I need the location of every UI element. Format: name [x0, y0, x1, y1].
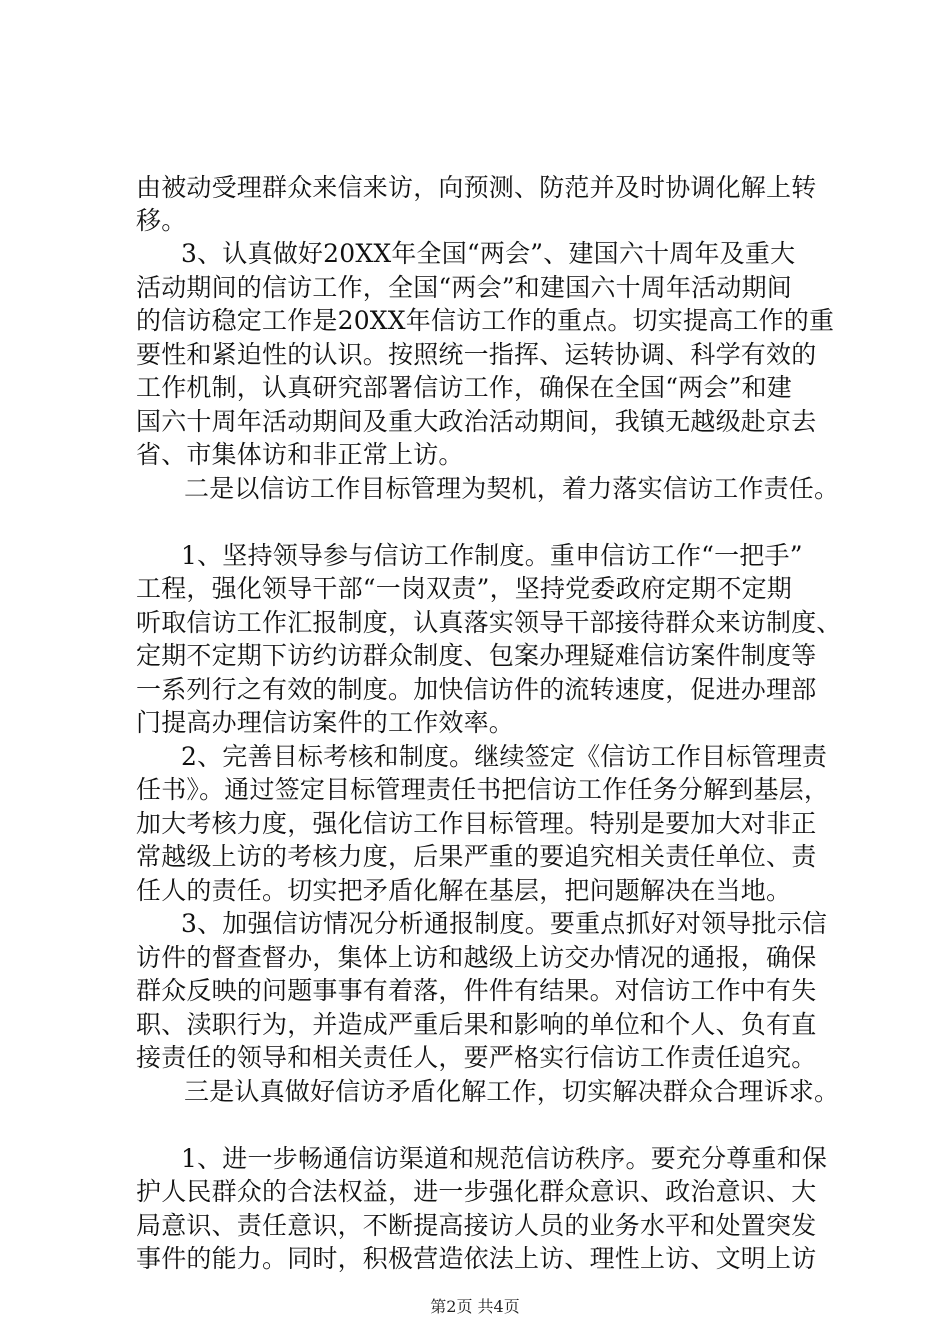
- text-line: 工作机制，认真研究部署信访工作，确保在全国“两会”和建: [136, 373, 792, 402]
- text-line: 群众反映的问题事事有着落，件件有结果。对信访工作中有失: [136, 976, 817, 1005]
- text-line: 由被动受理群众来信来访，向预测、防范并及时协调化解上转: [136, 173, 817, 202]
- text-line: 的信访稳定工作是20XX年信访工作的重点。切实提高工作的重: [136, 306, 835, 335]
- text-line: 常越级上访的考核力度，后果严重的要追究相关责任单位、责: [136, 842, 817, 871]
- text-line: 定期不定期下访约访群众制度、包案办理疑难信访案件制度等: [136, 641, 817, 670]
- section-heading: 三是认真做好信访矛盾化解工作，切实解决群众合理诉求。: [184, 1077, 840, 1106]
- text-line: 一系列行之有效的制度。加快信访件的流转速度，促进办理部: [136, 675, 817, 704]
- text-line: 省、市集体访和非正常上访。: [136, 440, 464, 469]
- text-line: 局意识、责任意识，不断提高接访人员的业务水平和处置突发: [136, 1211, 817, 1240]
- text-line: 要性和紧迫性的认识。按照统一指挥、运转协调、科学有效的: [136, 340, 817, 369]
- text-line: 3、加强信访情况分析通报制度。要重点抓好对领导批示信: [181, 909, 828, 938]
- text-line: 工程，强化领导干部“一岗双责”，坚持党委政府定期不定期: [136, 574, 792, 603]
- text-line: 移。: [136, 206, 187, 235]
- text-line: 3、认真做好20XX年全国“两会”、建国六十周年及重大: [181, 239, 796, 268]
- text-line: 任书》。通过签定目标管理责任书把信访工作任务分解到基层，: [136, 775, 830, 804]
- text-line: 门提高办理信访案件的工作效率。: [136, 708, 515, 737]
- page-number: 第2页 共4页: [430, 1297, 520, 1316]
- text-line: 听取信访工作汇报制度，认真落实领导干部接待群众来访制度、: [136, 608, 842, 637]
- text-line: 1、坚持领导参与信访工作制度。重申信访工作“一把手”: [181, 541, 803, 570]
- section-heading: 二是以信访工作目标管理为契机，着力落实信访工作责任。: [184, 474, 840, 503]
- text-line: 任人的责任。切实把矛盾化解在基层，把问题解决在当地。: [136, 876, 792, 905]
- text-line: 加大考核力度，强化信访工作目标管理。特别是要加大对非正: [136, 809, 817, 838]
- text-line: 护人民群众的合法权益，进一步强化群众意识、政治意识、大: [136, 1177, 817, 1206]
- text-line: 1、进一步畅通信访渠道和规范信访秩序。要充分尊重和保: [181, 1144, 828, 1173]
- text-line: 活动期间的信访工作，全国“两会”和建国六十周年活动期间: [136, 273, 792, 302]
- text-line: 接责任的领导和相关责任人，要严格实行信访工作责任追究。: [136, 1043, 817, 1072]
- text-line: 2、完善目标考核和制度。继续签定《信访工作目标管理责: [181, 742, 828, 771]
- text-line: 职、渎职行为，并造成严重后果和影响的单位和个人、负有直: [136, 1010, 817, 1039]
- text-line: 事件的能力。同时，积极营造依法上访、理性上访、文明上访: [136, 1244, 817, 1273]
- text-line: 访件的督查督办，集体上访和越级上访交办情况的通报，确保: [136, 943, 817, 972]
- text-line: 国六十周年活动期间及重大政治活动期间，我镇无越级赴京去: [136, 407, 817, 436]
